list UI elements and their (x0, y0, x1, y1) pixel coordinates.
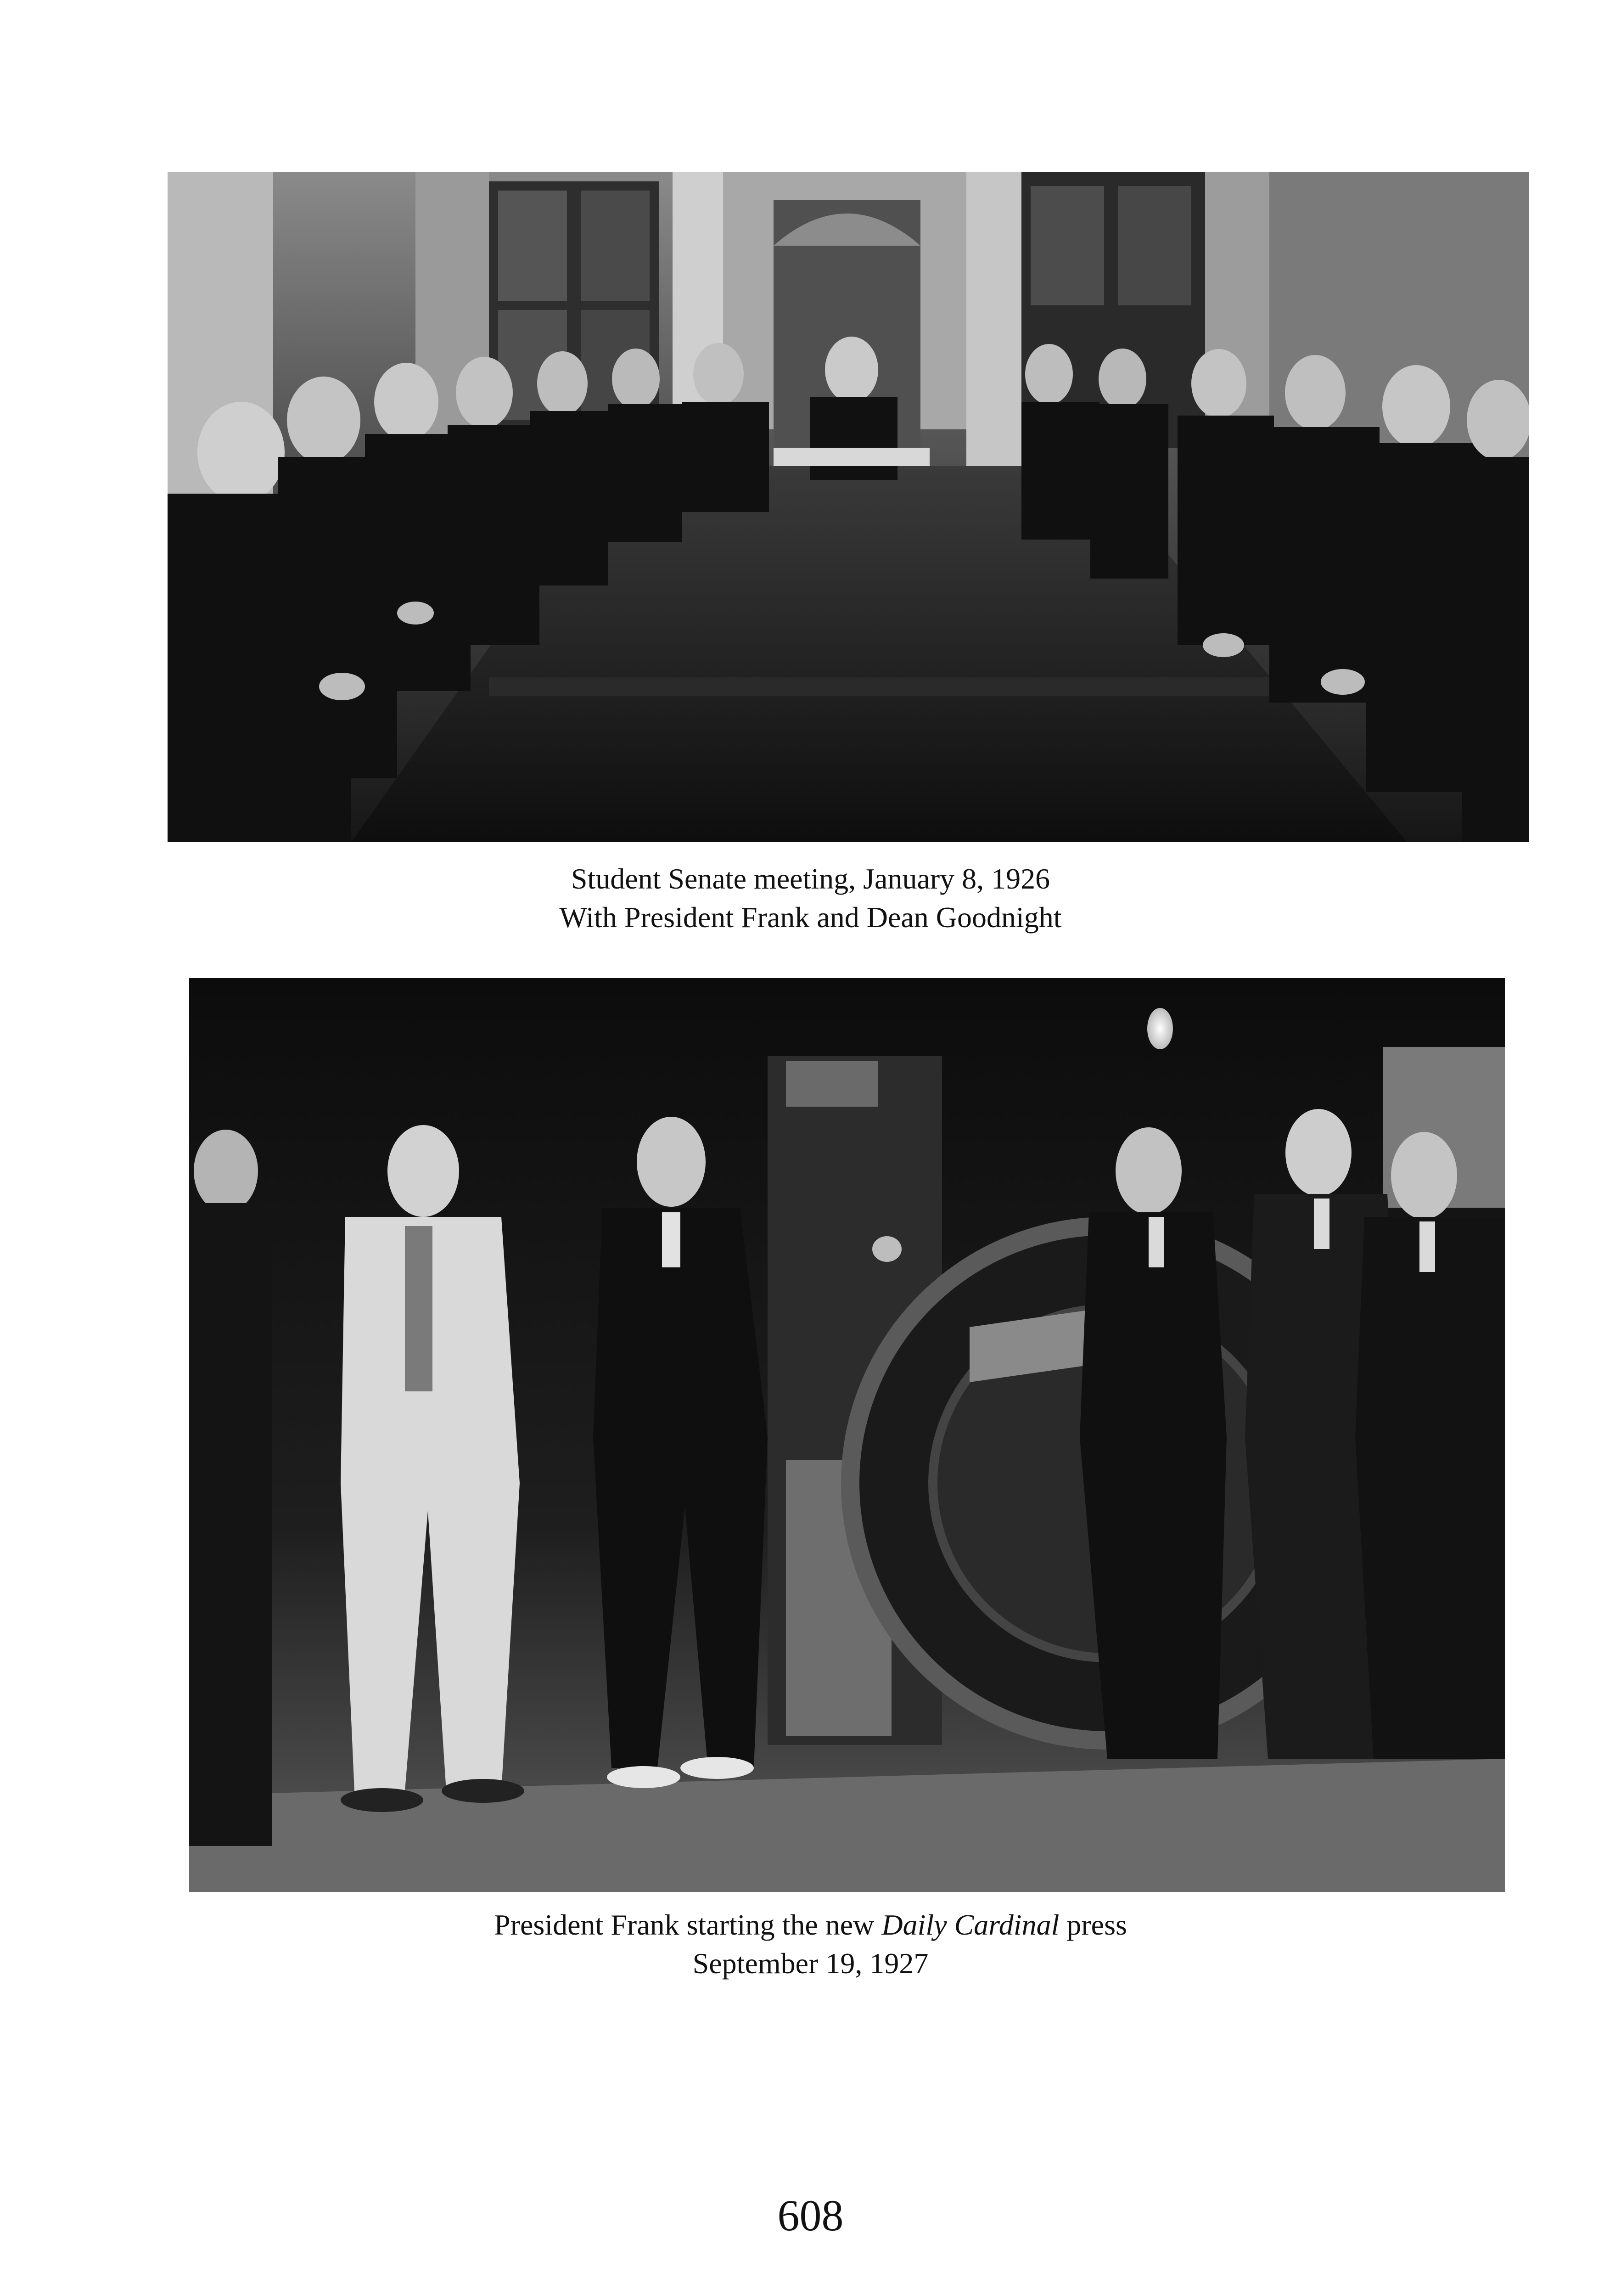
daily-cardinal-caption-line-1-start: President Frank starting the new (494, 1908, 882, 1941)
daily-cardinal-press-photo-image (189, 978, 1505, 1892)
student-senate-caption-line-2: With President Frank and Dean Goodnight (559, 901, 1062, 934)
student-senate-caption (0, 860, 1621, 937)
daily-cardinal-caption-line-1 (0, 1906, 1621, 1944)
daily-cardinal-caption-line-2: September 19, 1927 (692, 1947, 929, 1980)
daily-cardinal-press-photo (189, 978, 1505, 1892)
student-senate-photo (168, 172, 1529, 842)
daily-cardinal-caption (0, 1906, 1621, 1983)
daily-cardinal-caption-line-1-end: press (1059, 1908, 1127, 1941)
page-number: 608 (777, 2191, 844, 2240)
student-senate-photo-image (168, 172, 1529, 842)
student-senate-caption-line-1: Student Senate meeting, January 8, 1926 (571, 862, 1050, 895)
daily-cardinal-title: Daily Cardinal (881, 1908, 1060, 1941)
